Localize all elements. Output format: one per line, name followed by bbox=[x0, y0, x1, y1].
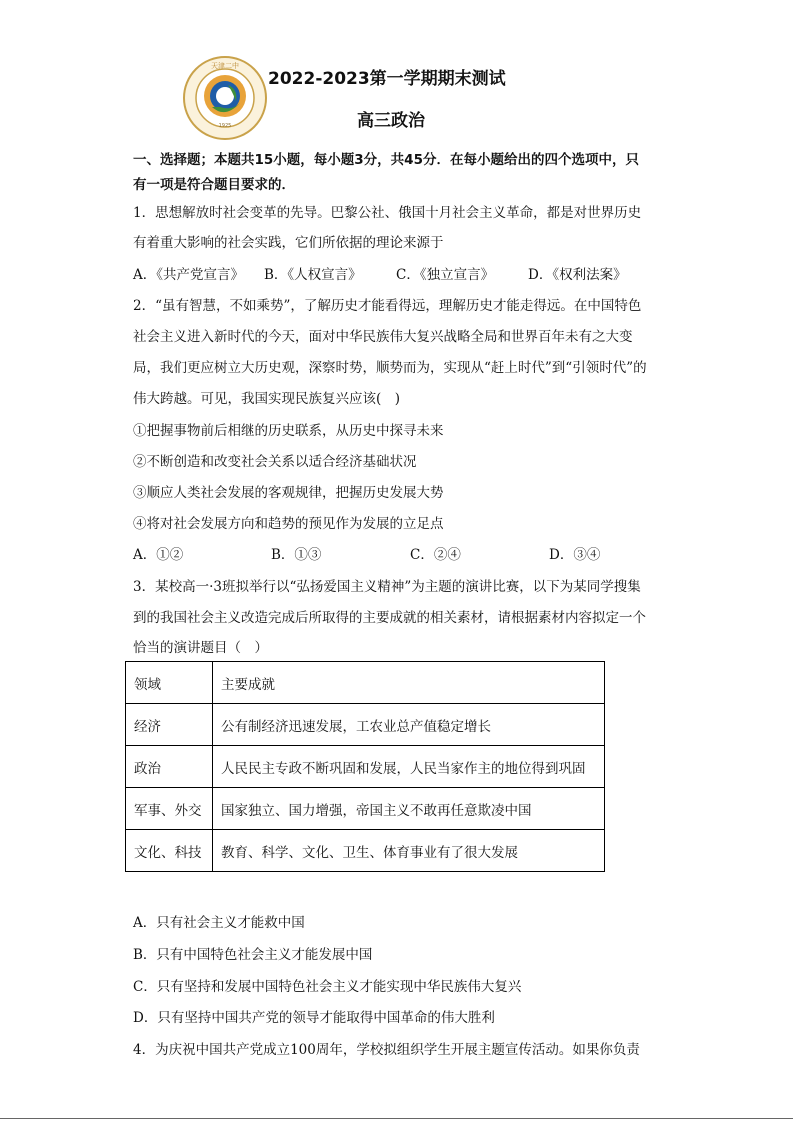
q2-line2: 社会主义进入新时代的今天，面对中华民族伟大复兴战略全局和世界百年未有之大变 bbox=[133, 329, 633, 345]
q2-line3: 局，我们更应树立大历史观，深察时势，顺势而为，实现从“赶上时代”到“引领时代”的 bbox=[133, 360, 647, 376]
table-cell: 国家独立、国力增强，帝国主义不敢再任意欺凌中国 bbox=[213, 788, 605, 830]
q3-line1: 3．某校高一·3班拟举行以“弘扬爱国主义精神”为主题的演讲比赛，以下为某同学搜集 bbox=[133, 579, 641, 595]
table-row bbox=[126, 704, 605, 746]
q3-option-a: A．只有社会主义才能救中国 bbox=[133, 915, 305, 931]
exam-subject: 高三政治 bbox=[357, 111, 425, 131]
table-row bbox=[126, 662, 605, 704]
table-cell: 军事、外交 bbox=[126, 788, 213, 830]
q2-option-c: C．②④ bbox=[410, 547, 461, 563]
q2-line4: 伟大跨越。可见，我国实现民族复兴应该( ) bbox=[133, 391, 401, 407]
q2-line1: 2．“虽有智慧，不如乘势”，了解历史才能看得远，理解历史才能走得远。在中国特色 bbox=[133, 298, 642, 314]
q2-item-4: ④将对社会发展方向和趋势的预见作为发展的立足点 bbox=[133, 516, 444, 532]
q2-option-d: D．③④ bbox=[549, 547, 601, 563]
page-bottom-divider bbox=[0, 1118, 793, 1119]
q3-option-c: C．只有坚持和发展中国特色社会主义才能实现中华民族伟大复兴 bbox=[133, 979, 522, 995]
logo-top-text: 天津二中 bbox=[211, 62, 239, 70]
table-row bbox=[126, 830, 605, 872]
table-cell: 教育、科学、文化、卫生、体育事业有了很大发展 bbox=[213, 830, 605, 872]
table-cell: 人民民主专政不断巩固和发展，人民当家作主的地位得到巩固 bbox=[213, 746, 605, 788]
q3-line3: 恰当的演讲题目（ ） bbox=[133, 640, 268, 656]
q3-achievements-table bbox=[125, 661, 605, 872]
q1-line2: 有着重大影响的社会实践，它们所依据的理论来源于 bbox=[133, 235, 444, 251]
q1-option-c: C．《独立宣言》 bbox=[396, 267, 495, 283]
section-heading-line1: 一、选择题；本题共15小题，每小题3分，共45分．在每小题给出的四个选项中，只 bbox=[133, 152, 639, 168]
q3-option-b: B．只有中国特色社会主义才能发展中国 bbox=[133, 947, 373, 963]
q2-option-b: B．①③ bbox=[271, 547, 322, 563]
q2-item-1: ①把握事物前后相继的历史联系，从历史中探寻未来 bbox=[133, 423, 444, 439]
school-logo bbox=[182, 55, 268, 141]
q3-option-d: D．只有坚持中国共产党的领导才能取得中国革命的伟大胜利 bbox=[133, 1010, 495, 1026]
q3-line2: 到的我国社会主义改造完成后所取得的主要成就的相关素材，请根据素材内容拟定一个 bbox=[133, 610, 646, 626]
q2-item-2: ②不断创造和改变社会关系以适合经济基础状况 bbox=[133, 454, 417, 470]
q1-option-b: B．《人权宣言》 bbox=[264, 267, 362, 283]
q1-option-d: D．《权利法案》 bbox=[528, 267, 627, 283]
exam-title: 2022-2023第一学期期末测试 bbox=[268, 69, 506, 89]
table-cell: 公有制经济迅速发展，工农业总产值稳定增长 bbox=[213, 704, 605, 746]
table-row bbox=[126, 788, 605, 830]
section-heading-line2: 有一项是符合题目要求的． bbox=[133, 177, 295, 193]
logo-year: 1925 bbox=[218, 123, 232, 129]
table-cell: 文化、科技 bbox=[126, 830, 213, 872]
q2-option-a: A．①② bbox=[133, 547, 184, 563]
q1-line1: 1．思想解放时社会变革的先导。巴黎公社、俄国十月社会主义革命，都是对世界历史 bbox=[133, 205, 642, 221]
table-cell: 主要成就 bbox=[213, 662, 605, 704]
q4-line1: 4．为庆祝中国共产党成立100周年，学校拟组织学生开展主题宣传活动。如果你负责 bbox=[133, 1042, 640, 1058]
table-cell: 领域 bbox=[126, 662, 213, 704]
table-cell: 经济 bbox=[126, 704, 213, 746]
q2-item-3: ③顺应人类社会发展的客观规律，把握历史发展大势 bbox=[133, 485, 444, 501]
q1-option-a: A．《共产党宣言》 bbox=[133, 267, 244, 283]
table-cell: 政治 bbox=[126, 746, 213, 788]
table-row bbox=[126, 746, 605, 788]
